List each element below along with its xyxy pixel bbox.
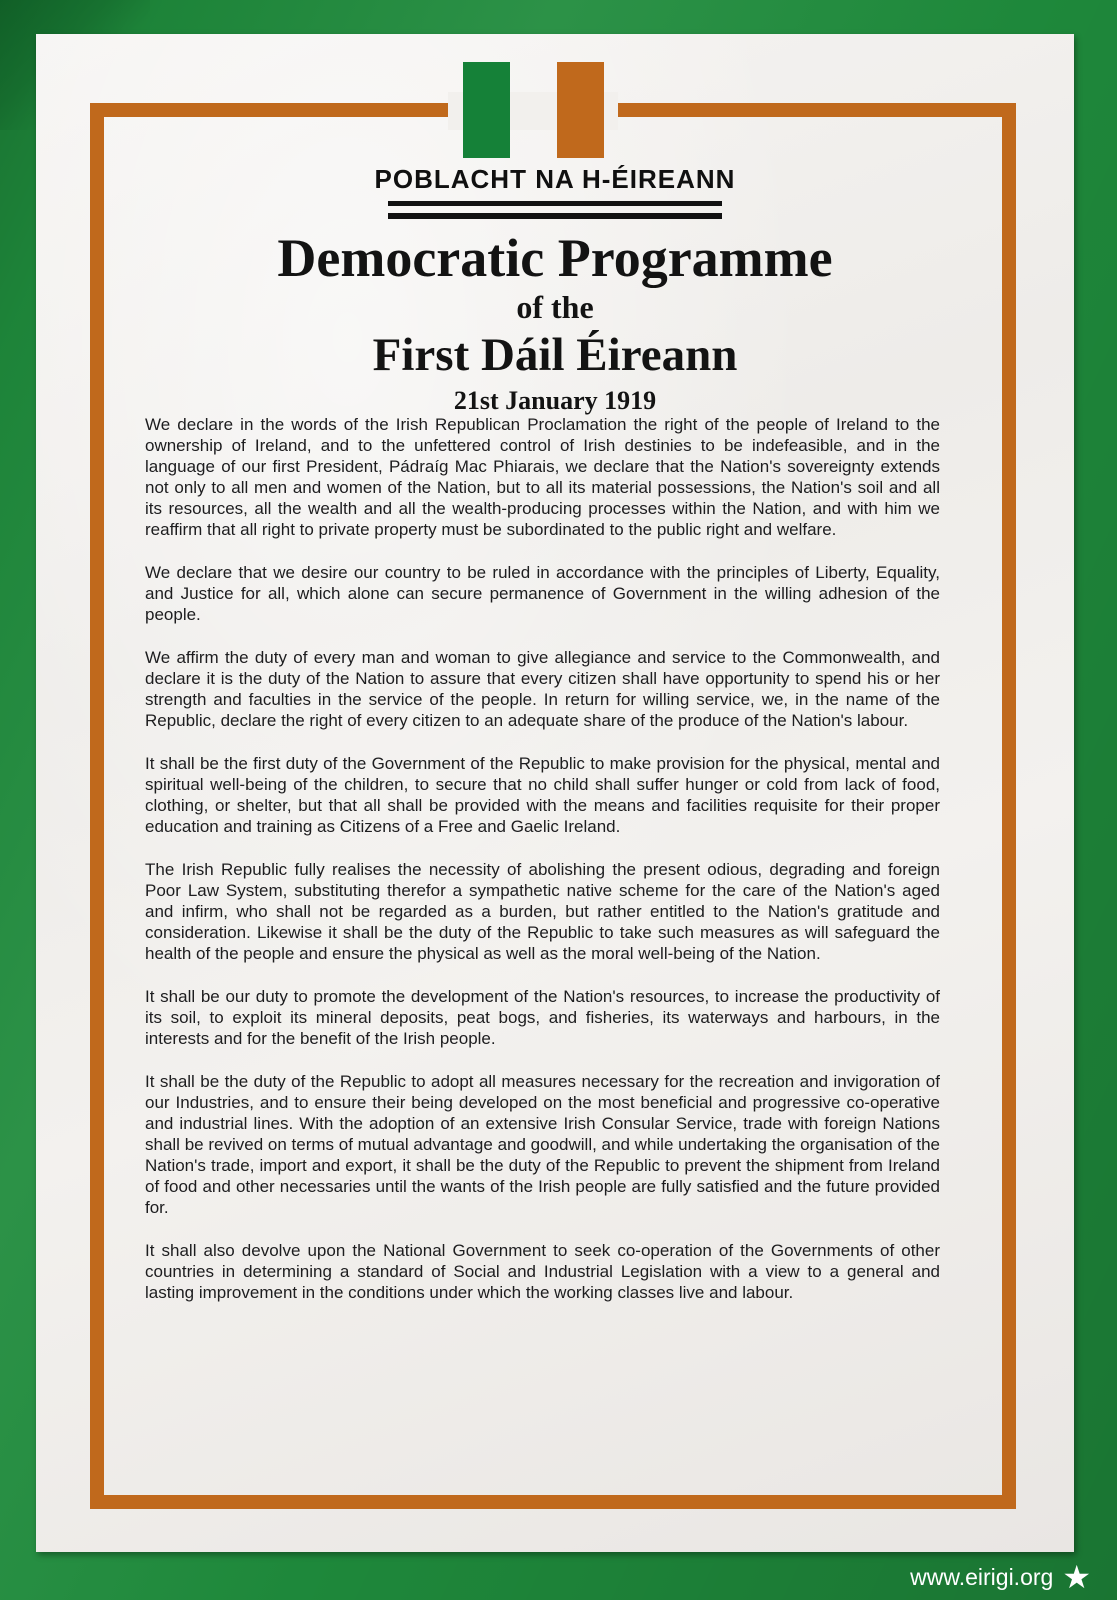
masthead-title: POBLACHT NA H-ÉIREANN [374,164,736,194]
poster-header [36,164,1074,419]
document-date: 21st January 1919 [453,386,657,415]
paragraph-7: It shall be the duty of the Republic to adopt all measures necessary for the recreation and invigoration of our Industries, and to ensure their being developed on the most beneficial and progressive co-operative and industrial lines. With the adoption of an extensive Irish Consular Service, trade with foreign Nations shall be revived on terms of mutual advantage and goodwill, and while undertaking the organisation of the Nation's trade, import and export, it shall be the duty of the Republic to prevent the shipment from Ireland of food and other necessaries until the wants of the Irish people are fully satisfied and the future provided for. [145,1072,940,1217]
document-body [145,414,940,1325]
document-title-line3: First Dáil Éireann [372,329,738,381]
paragraph-4: It shall be the first duty of the Government of the Republic to make provision for the physical, mental and spiritual well-being of the children, to secure that no child shall suffer hunger or cold from lack of food, clothing, or shelter, but that all shall be provided with the means and facilities requisite for their proper education and training as Citizens of a Free and Gaelic Ireland. [145,754,940,836]
paragraph-6: It shall be our duty to promote the development of the Nation's resources, to increase the productivity of its soil, to exploit its mineral deposits, peat bogs, and fisheries, its waterways and harbours, in the interests and for the benefit of the Irish people. [145,987,940,1048]
document-title-line2: of the [516,289,594,325]
document-title-line1: Democratic Programme [277,228,833,288]
flag-green-stripe [463,62,510,158]
poster-paper [36,34,1074,1552]
footer-url: www.eirigi.org [910,1564,1054,1590]
masthead-double-rule [388,201,722,219]
paragraph-5: The Irish Republic fully realises the necessity of abolishing the present odious, degrading and foreign Poor Law System, substituting therefor a sympathetic native scheme for the care of the Nation's aged and infirm, who shall not be regarded as a burden, but rather entitled to the Nation's gratitude and consideration. Likewise it shall be the duty of the Republic to take such measures as will safeguard the health of the people and ensure the physical as well as the moral well-being of the Nation. [145,860,940,963]
paragraph-2: We declare that we desire our country to be ruled in accordance with the principles of Liberty, Equality, and Justice for all, which alone can secure permanence of Government in the willing adhesion of the people. [145,563,940,624]
paragraph-3: We affirm the duty of every man and woman to give allegiance and service to the Commonwealth, and declare it is the duty of the Nation to assure that every citizen shall have opportunity to spend his or her strength and faculties in the service of the people. In return for willing service, we, in the name of the Republic, declare the right of every citizen to an adequate share of the produce of the Nation's labour. [145,648,940,730]
paragraph-1: We declare in the words of the Irish Republican Proclamation the right of the people of Ireland to the ownership of Ireland, and to the unfettered control of Irish destinies to be indefeasible, and in the language of our first President, Pádraíg Mac Phiarais, we declare that the Nation's sovereignty extends not only to all men and women of the Nation, but to all its material possessions, the Nation's soil and all its resources, all the wealth and all the wealth-producing processes within the Nation, and with him we reaffirm that all right to private property must be subordinated to the public right and welfare. [145,415,940,539]
paragraph-8: It shall also devolve upon the National Government to seek co-operation of the Governments of other countries in determining a standard of Social and Industrial Legislation with a view to a general and lasting improvement in the conditions under which the working classes live and labour. [145,1241,940,1302]
star-icon: ★ [1062,1559,1091,1595]
flag-orange-stripe [557,62,604,158]
footer-bar [910,1561,1091,1593]
